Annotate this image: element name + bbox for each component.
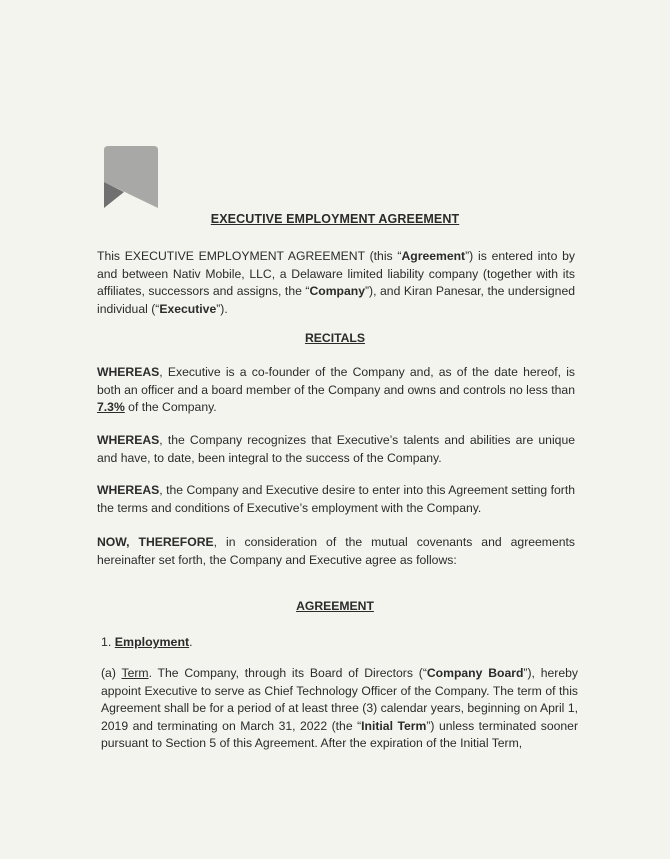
document-title: EXECUTIVE EMPLOYMENT AGREEMENT	[210, 212, 460, 226]
section-1-heading: 1. Employment.	[101, 635, 193, 649]
recitals-heading: RECITALS	[304, 331, 366, 345]
agreement-heading: AGREEMENT	[296, 599, 374, 613]
intro-paragraph: This EXECUTIVE EMPLOYMENT AGREEMENT (this “Agreement”) is entered into by and between Nativ Mobile, LLC, a Delaware limited liability company (together with its affiliates, successors and assigns, the “Company”), and Kiran Panesar, the undersigned individual (“Executive”).	[97, 249, 576, 316]
recital-3: WHEREAS, the Company and Executive desire to enter into this Agreement setting forth the terms and conditions of Executive’s employment with the Company.	[97, 483, 575, 515]
recital-2: WHEREAS, the Company recognizes that Executive’s talents and abilities are unique and have, to date, been integral to the success of the Company.	[97, 433, 575, 465]
recital-1: WHEREAS, Executive is a co-founder of the Company and, as of the date hereof, is both an officer and a board member of the Company and owns and controls no less than 7.3% of the Company.	[97, 365, 575, 414]
company-logo-icon	[100, 146, 160, 210]
section-1a-paragraph: (a) Term. The Company, through its Board of Directors (“Company Board”), hereby appoint Executive to serve as Chief Technology Officer of the Company. The term of this Agreement shall be for a period of at least three (3) calendar years, beginning on April 1, 2019 and terminating on March 31, 2022 (the “Initial Term”) unless terminated sooner pursuant to Section 5 of this Agreement. After the expiration of the Initial Term,	[101, 666, 579, 750]
recital-4: NOW, THEREFORE, in consideration of the mutual covenants and agreements hereinafter set forth, the Company and Executive agree as follows:	[97, 535, 575, 567]
